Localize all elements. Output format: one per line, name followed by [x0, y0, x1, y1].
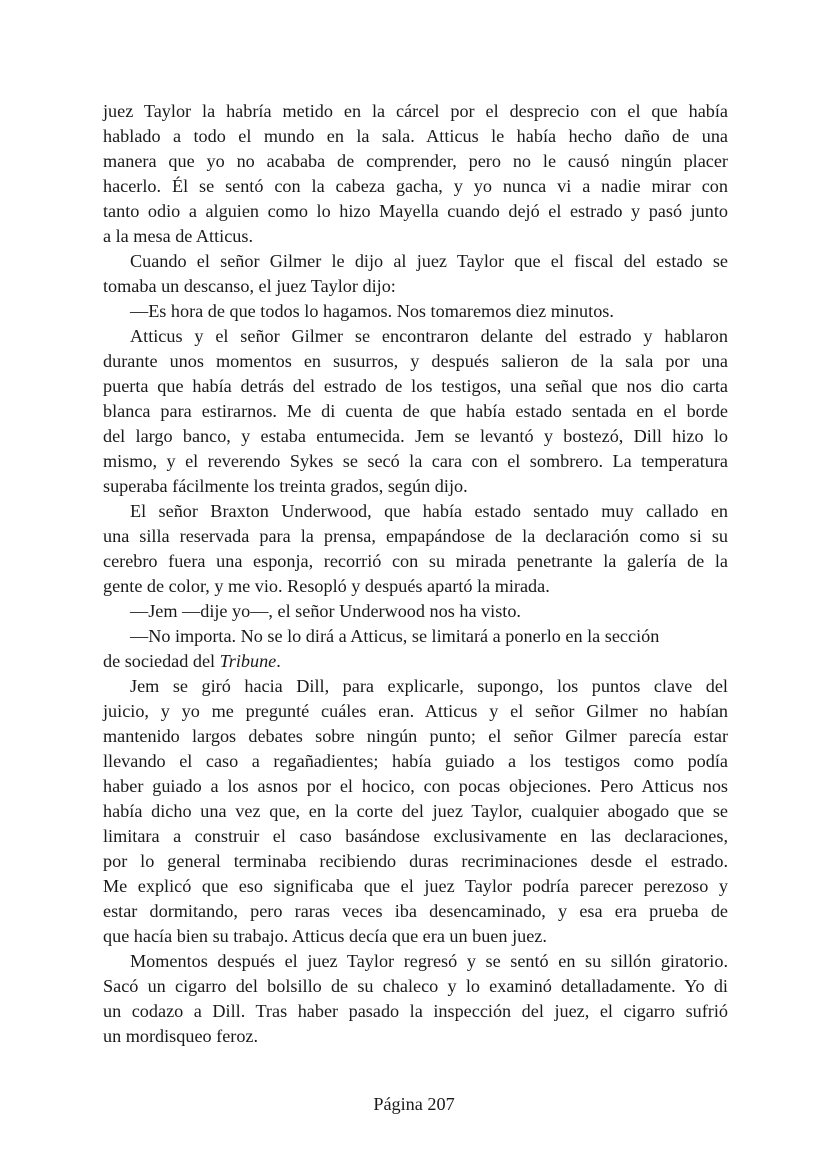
text-line: manera que yo no acababa de comprender, pero no le causó ningún placer — [103, 151, 728, 171]
text-line: cerebro fuera una esponja, recorrió con su mirada penetrante la galería de la — [103, 551, 728, 571]
text-line: un codazo a Dill. Tras haber pasado la inspección del juez, el cigarro sufrió — [103, 1001, 728, 1021]
text-line: blanca para estirarnos. Me di cuenta de que había estado sentada en el borde — [103, 401, 728, 421]
text-line: estar dormitando, pero raras veces iba desencaminado, y esa era prueba de — [103, 901, 728, 921]
text-line: hacerlo. Él se sentó con la cabeza gacha, y yo nunca vi a nadie mirar con — [103, 176, 728, 196]
text-line: —No importa. No se lo dirá a Atticus, se limitará a ponerlo en la sección — [130, 626, 660, 646]
text-span: de sociedad del — [103, 651, 220, 671]
text-line: durante unos momentos en susurros, y después salieron de la sala por una — [103, 351, 728, 371]
text-line: Atticus y el señor Gilmer se encontraron delante del estrado y hablaron — [130, 326, 728, 346]
text-line: limitara a construir el caso basándose exclusivamente en las declaraciones, — [103, 826, 728, 846]
text-line: a la mesa de Atticus. — [103, 226, 254, 246]
text-line: Me explicó que eso significaba que el juez Taylor podría parecer perezoso y — [103, 876, 728, 896]
text-line: llevando el caso a regañadientes; había guiado a los testigos como podía — [103, 751, 728, 771]
text-line: del largo banco, y estaba entumecida. Jem se levantó y bostezó, Dill hizo lo — [103, 426, 728, 446]
text-line: Sacó un cigarro del bolsillo de su chaleco y lo examinó detalladamente. Yo di — [103, 976, 728, 996]
text-line: mantenido largos debates sobre ningún punto; el señor Gilmer parecía estar — [103, 726, 728, 746]
text-line: —Es hora de que todos lo hagamos. Nos tomaremos diez minutos. — [130, 301, 614, 321]
text-line: —Jem —dije yo—, el señor Underwood nos ha visto. — [130, 601, 521, 621]
text-line: Jem se giró hacia Dill, para explicarle, supongo, los puntos clave del — [130, 676, 728, 696]
text-line: puerta que había detrás del estrado de los testigos, una señal que nos dio carta — [103, 376, 728, 396]
text-line: superaba fácilmente los treinta grados, según dijo. — [103, 476, 468, 496]
text-line: El señor Braxton Underwood, que había estado sentado muy callado en — [130, 501, 728, 521]
text-line: Momentos después el juez Taylor regresó y se sentó en su sillón giratorio. — [130, 951, 728, 971]
page-number: Página 207 — [373, 1094, 455, 1114]
text-line: haber guiado a los asnos por el hocico, con pocas objeciones. Pero Atticus nos — [103, 776, 728, 796]
newspaper-title: Tribune — [219, 651, 277, 671]
text-line: tanto odio a alguien como lo hizo Mayella cuando dejó el estrado y pasó junto — [103, 201, 728, 221]
text-line: mismo, y el reverendo Sykes se secó la cara con el sombrero. La temperatura — [103, 451, 728, 471]
text-line: hablado a todo el mundo en la sala. Atticus le había hecho daño de una — [103, 126, 728, 146]
text-line: un mordisqueo feroz. — [103, 1026, 259, 1046]
text-line: juez Taylor la habría metido en la cárcel por el desprecio con el que había — [103, 101, 728, 121]
text-span: . — [276, 651, 281, 671]
text-line: por lo general terminaba recibiendo duras recriminaciones desde el estrado. — [103, 851, 728, 871]
text-line: una silla reservada para la prensa, empapándose de la declaración como si su — [103, 526, 728, 546]
text-line: había dicho una vez que, en la corte del juez Taylor, cualquier abogado que se — [103, 801, 728, 821]
text-line: tomaba un descanso, el juez Taylor dijo: — [103, 276, 396, 296]
text-line: gente de color, y me vio. Resopló y después apartó la mirada. — [103, 576, 550, 596]
text-line: que hacía bien su trabajo. Atticus decía que era un buen juez. — [103, 926, 547, 946]
text-line: Cuando el señor Gilmer le dijo al juez Taylor que el fiscal del estado se — [130, 251, 728, 271]
text-line: juicio, y yo me pregunté cuáles eran. Atticus y el señor Gilmer no habían — [103, 701, 728, 721]
page-body — [103, 99, 728, 1049]
text-line — [103, 649, 728, 674]
